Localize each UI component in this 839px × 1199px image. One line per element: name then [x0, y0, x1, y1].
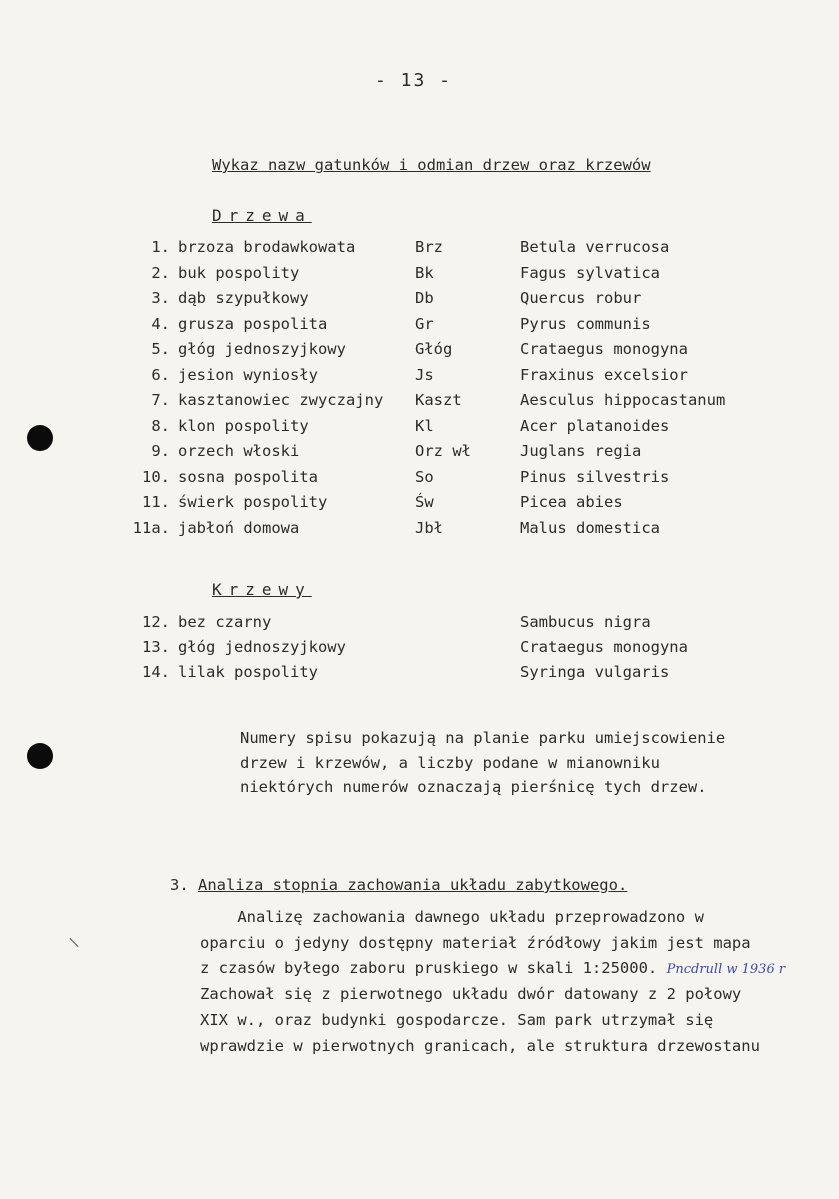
item-number: 11a. [132, 518, 170, 537]
common-name: buk pospolity [178, 263, 300, 282]
item-number: 12. [142, 613, 170, 631]
paragraph-line [200, 959, 785, 977]
list-item [0, 638, 839, 663]
common-name: świerk pospolity [178, 493, 328, 511]
common-name: jabłoń domowa [178, 518, 300, 537]
item-number: 11. [142, 493, 170, 511]
paragraph-text: z czasów byłego zaboru pruskiego w skali 1:25000. [200, 959, 658, 977]
common-name: lilak pospolity [178, 663, 318, 681]
latin-name: Acer platanoides [520, 416, 670, 435]
list-item [0, 391, 839, 416]
common-name: sosna pospolita [178, 467, 318, 486]
item-number: 2. [151, 263, 170, 282]
latin-name: Quercus robur [520, 289, 642, 307]
page-number: - 13 - [375, 70, 453, 91]
latin-name: Sambucus nigra [520, 613, 651, 631]
abbreviation: Js [415, 365, 434, 384]
common-name: orzech włoski [178, 442, 300, 460]
latin-name: Fraxinus excelsior [520, 365, 688, 384]
paragraph-line: oparciu o jedyny dostępny materiał źródłowy jakim jest mapa [200, 934, 751, 952]
paragraph-line: XIX w., oraz budynki gospodarcze. Sam park utrzymał się [200, 1011, 714, 1029]
list-item [0, 238, 839, 263]
common-name: bez czarny [178, 613, 272, 631]
list-item [0, 493, 839, 518]
paragraph-line: Analizę zachowania dawnego układu przeprowadzono w [200, 908, 704, 926]
item-number: 4. [151, 314, 170, 333]
list-item [0, 613, 839, 638]
section3-title: Analiza stopnia zachowania układu zabytkowego. [198, 876, 628, 894]
latin-name: Crataegus monogyna [520, 638, 688, 656]
item-number: 7. [151, 391, 170, 409]
margin-mark [69, 938, 78, 947]
latin-name: Pyrus communis [520, 314, 651, 333]
item-number: 8. [151, 416, 170, 435]
latin-name: Fagus sylvatica [520, 263, 660, 282]
abbreviation: Orz wł [415, 442, 471, 460]
item-number: 1. [151, 238, 170, 256]
abbreviation: So [415, 467, 434, 486]
list-item [0, 289, 839, 314]
latin-name: Aesculus hippocastanum [520, 391, 726, 409]
abbreviation: Jbł [415, 518, 443, 537]
common-name: głóg jednoszyjkowy [178, 340, 346, 358]
legend-note [240, 726, 725, 800]
latin-name: Betula verrucosa [520, 238, 670, 256]
item-number: 9. [151, 442, 170, 460]
shrubs-heading: Krzewy [212, 580, 312, 599]
list-item [0, 366, 839, 391]
latin-name: Crataegus monogyna [520, 340, 688, 358]
abbreviation: Św [415, 493, 434, 511]
common-name: dąb szypułkowy [178, 289, 309, 307]
list-item [0, 663, 839, 688]
common-name: klon pospolity [178, 416, 309, 435]
item-number: 5. [151, 340, 170, 358]
item-number: 6. [151, 365, 170, 384]
common-name: jesion wyniosły [178, 365, 318, 384]
punch-hole [27, 425, 53, 451]
latin-name: Juglans regia [520, 442, 642, 460]
list-item [0, 417, 839, 442]
item-number: 10. [142, 467, 170, 486]
note-line: Numery spisu pokazują na planie parku umiejscowienie [240, 729, 726, 747]
paragraph-line: wprawdzie w pierwotnych granicach, ale struktura drzewostanu [200, 1037, 760, 1055]
list-item [0, 442, 839, 467]
section3-heading [170, 876, 627, 894]
note-line: drzew i krzewów, a liczby podane w mianowniku [240, 753, 660, 772]
document-title: Wykaz nazw gatunków i odmian drzew oraz krzewów [212, 156, 651, 174]
punch-hole [27, 743, 53, 769]
note-line: niektórych numerów oznaczają pierśnicę tych drzew. [240, 778, 707, 796]
latin-name: Pinus silvestris [520, 467, 670, 486]
common-name: głóg jednoszyjkowy [178, 638, 346, 656]
abbreviation: Brz [415, 238, 443, 256]
section3-number: 3. [170, 876, 189, 894]
list-item [0, 315, 839, 340]
common-name: grusza pospolita [178, 314, 328, 333]
paragraph-line: Zachował się z pierwotnego układu dwór datowany z 2 połowy [200, 985, 742, 1003]
common-name: kasztanowiec zwyczajny [178, 391, 384, 409]
latin-name: Picea abies [520, 493, 623, 511]
abbreviation: Głóg [415, 340, 453, 358]
item-number: 13. [142, 638, 170, 656]
handwritten-annotation: Pncdrull w 1936 r [666, 962, 786, 977]
latin-name: Syringa vulgaris [520, 663, 670, 681]
trees-heading: Drzewa [212, 206, 312, 225]
latin-name: Malus domestica [520, 518, 660, 537]
abbreviation: Kaszt [415, 391, 462, 409]
list-item [0, 519, 839, 544]
abbreviation: Kl [415, 416, 434, 435]
item-number: 3. [151, 289, 170, 307]
list-item [0, 468, 839, 493]
common-name: brzoza brodawkowata [178, 238, 356, 256]
abbreviation: Gr [415, 314, 434, 333]
list-item [0, 264, 839, 289]
item-number: 14. [142, 663, 170, 681]
abbreviation: Db [415, 289, 434, 307]
abbreviation: Bk [415, 263, 434, 282]
list-item [0, 340, 839, 365]
